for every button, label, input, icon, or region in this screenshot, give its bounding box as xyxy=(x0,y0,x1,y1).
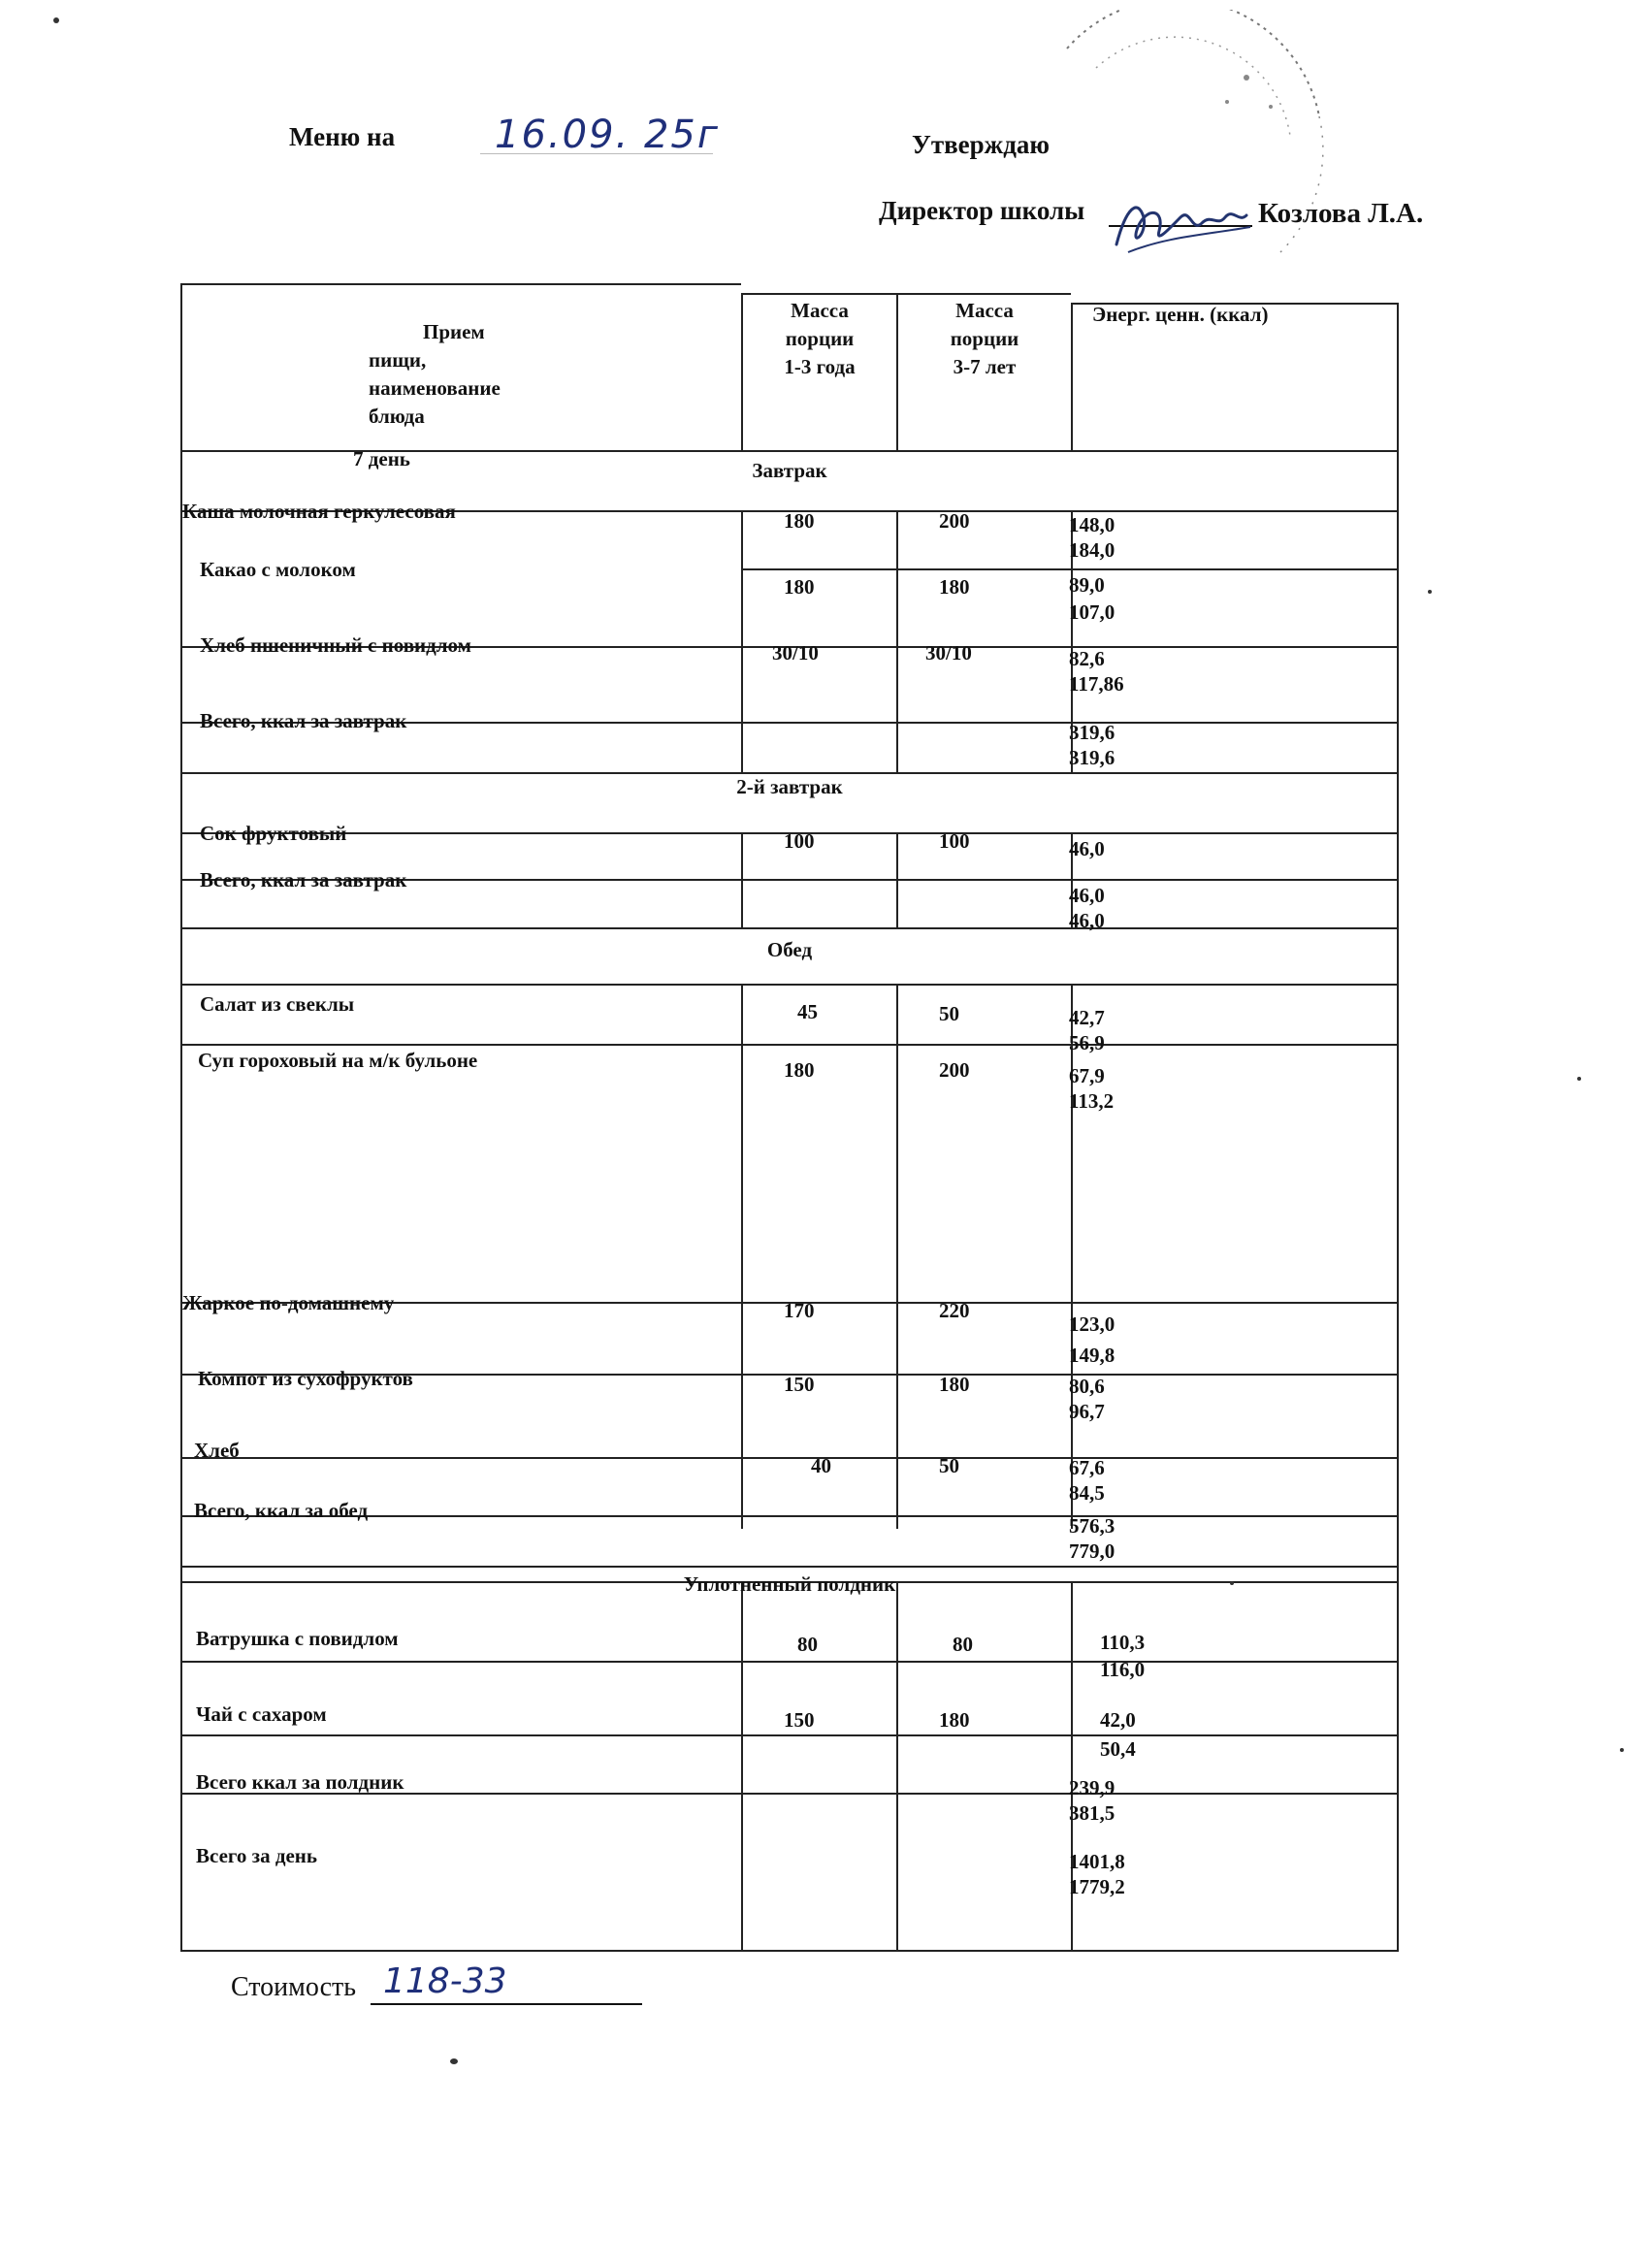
table-row-energy-2: 116,0 xyxy=(1100,1658,1146,1681)
table-row-energy-2: 50,4 xyxy=(1100,1737,1136,1761)
table-row-energy-2: 113,2 xyxy=(1069,1089,1115,1113)
menu-table xyxy=(180,283,1399,1952)
table-row-mass-1-3: 180 xyxy=(784,509,815,533)
table-row-energy-2: 84,5 xyxy=(1069,1481,1105,1505)
menu-date-handwritten: 16.09. 25г xyxy=(495,113,720,157)
scan-speck xyxy=(1230,1581,1234,1585)
seal-icon xyxy=(1028,10,1348,301)
director-label: Директор школы xyxy=(879,196,1085,225)
table-row-energy-1: 80,6 xyxy=(1069,1375,1105,1398)
table-row-energy-1: 46,0 xyxy=(1069,884,1105,907)
table-row-energy-1: 123,0 xyxy=(1069,1312,1116,1336)
table-row-mass-3-7: 50 xyxy=(939,1454,959,1477)
table-row-energy-2: 56,9 xyxy=(1069,1031,1105,1054)
table-row-total: Всего за день xyxy=(196,1844,318,1867)
table-row-total: Всего, ккал за завтрак xyxy=(200,709,407,732)
table-row-energy-1: 46,0 xyxy=(1069,837,1105,860)
section-snack: Уплотненный полдник xyxy=(683,1572,896,1596)
table-row-energy-1: 67,6 xyxy=(1069,1456,1105,1479)
seal-stamp xyxy=(1028,10,1348,301)
table-row-mass-3-7: 180 xyxy=(939,1373,970,1396)
table-row-mass-1-3: 80 xyxy=(797,1633,818,1656)
approve-label: Утверждаю xyxy=(912,130,1051,159)
table-row-mass-1-3: 150 xyxy=(784,1708,815,1732)
table-row-mass-1-3: 170 xyxy=(784,1299,815,1322)
table-row-energy-2: 779,0 xyxy=(1069,1539,1116,1563)
table-row-energy-1: 1401,8 xyxy=(1069,1850,1125,1873)
table-row-energy-2: 107,0 xyxy=(1069,600,1116,624)
scan-speck xyxy=(450,2058,458,2064)
table-row-energy-2: 319,6 xyxy=(1069,746,1116,769)
table-row-energy-2: 149,8 xyxy=(1069,1344,1116,1367)
col-header-mass-1-3: Масса порции 1-3 года xyxy=(784,299,856,378)
director-name: Козлова Л.А. xyxy=(1258,198,1424,229)
table-row-mass-1-3: 30/10 xyxy=(772,641,819,664)
table-row-name: Компот из сухофруктов xyxy=(198,1367,413,1390)
table-row-energy-1: 42,0 xyxy=(1100,1708,1136,1732)
table-row-mass-3-7: 200 xyxy=(939,509,970,533)
section-lunch: Обед xyxy=(766,938,813,961)
table-row-mass-3-7: 180 xyxy=(939,575,970,599)
table-row-name: Суп гороховый на м/к бульоне xyxy=(198,1049,478,1072)
cost-label: Стоимость xyxy=(231,1972,357,2002)
table-row-mass-1-3: 100 xyxy=(784,829,815,853)
table-row-mass-3-7: 80 xyxy=(953,1633,973,1656)
table-row-mass-3-7: 30/10 xyxy=(925,641,972,664)
scan-speck xyxy=(53,17,59,23)
table-row-energy-1: 239,9 xyxy=(1069,1776,1116,1799)
menu-title: Меню на xyxy=(289,122,396,151)
table-row-name: Какао с молоком xyxy=(200,558,356,581)
table-row-mass-1-3: 180 xyxy=(784,1058,815,1082)
table-row-energy-1: 42,7 xyxy=(1069,1006,1105,1029)
table-row-energy-2: 184,0 xyxy=(1069,538,1116,562)
cost-value-handwritten: 118-33 xyxy=(383,1961,507,2001)
table-row-mass-1-3: 150 xyxy=(784,1373,815,1396)
col-header-meal: Прием пищи, наименование блюда xyxy=(369,320,501,428)
day-label: 7 день xyxy=(353,447,410,470)
table-row-mass-3-7: 100 xyxy=(939,829,970,853)
table-row-energy-1: 110,3 xyxy=(1100,1631,1146,1654)
table-row-name: Салат из свеклы xyxy=(200,992,355,1016)
col-header-mass-3-7: Масса порции 3-7 лет xyxy=(950,299,1019,378)
scan-speck xyxy=(1577,1077,1581,1081)
table-row-total: Всего ккал за полдник xyxy=(196,1770,404,1794)
table-row-name: Каша молочная геркулесовая xyxy=(182,500,456,523)
table-row-mass-1-3: 40 xyxy=(811,1454,831,1477)
table-row-energy-2: 46,0 xyxy=(1069,909,1105,932)
cost-underline xyxy=(371,2003,642,2005)
table-row-energy-2: 381,5 xyxy=(1069,1801,1116,1825)
table-row-energy-1: 89,0 xyxy=(1069,573,1105,597)
table-row-name: Чай с сахаром xyxy=(196,1702,327,1726)
table-row-energy-1: 148,0 xyxy=(1069,513,1116,536)
table-row-name: Хлеб xyxy=(194,1439,240,1462)
table-row-mass-3-7: 180 xyxy=(939,1708,970,1732)
section-breakfast: Завтрак xyxy=(752,459,827,482)
table-row-mass-3-7: 50 xyxy=(939,1002,959,1025)
table-row-name: Ватрушка с повидлом xyxy=(196,1627,399,1650)
table-row-mass-3-7: 220 xyxy=(939,1299,970,1322)
table-row-energy-1: 67,9 xyxy=(1069,1064,1105,1087)
table-row-energy-1: 576,3 xyxy=(1069,1514,1116,1538)
table-row-total: Всего, ккал за завтрак xyxy=(200,868,407,891)
scan-speck xyxy=(1620,1748,1624,1752)
table-row-energy-2: 1779,2 xyxy=(1069,1875,1125,1898)
table-row-name: Жаркое по-домашнему xyxy=(182,1291,395,1314)
table-row-mass-1-3: 45 xyxy=(797,1000,818,1023)
section-second-breakfast: 2-й завтрак xyxy=(736,775,843,798)
table-row-energy-2: 117,86 xyxy=(1069,672,1124,696)
table-row-energy-1: 319,6 xyxy=(1069,721,1116,744)
table-row-energy-1: 82,6 xyxy=(1069,647,1105,670)
table-row-name: Сок фруктовый xyxy=(200,822,347,845)
table-row-mass-3-7: 200 xyxy=(939,1058,970,1082)
scan-speck xyxy=(1428,590,1432,594)
table-row-name: Хлеб пшеничный с повидлом xyxy=(200,633,471,657)
table-row-energy-2: 96,7 xyxy=(1069,1400,1105,1423)
col-header-energy: Энерг. ценн. (ккал) xyxy=(1092,303,1269,326)
table-row-total: Всего, ккал за обед xyxy=(194,1499,369,1522)
table-row-mass-1-3: 180 xyxy=(784,575,815,599)
